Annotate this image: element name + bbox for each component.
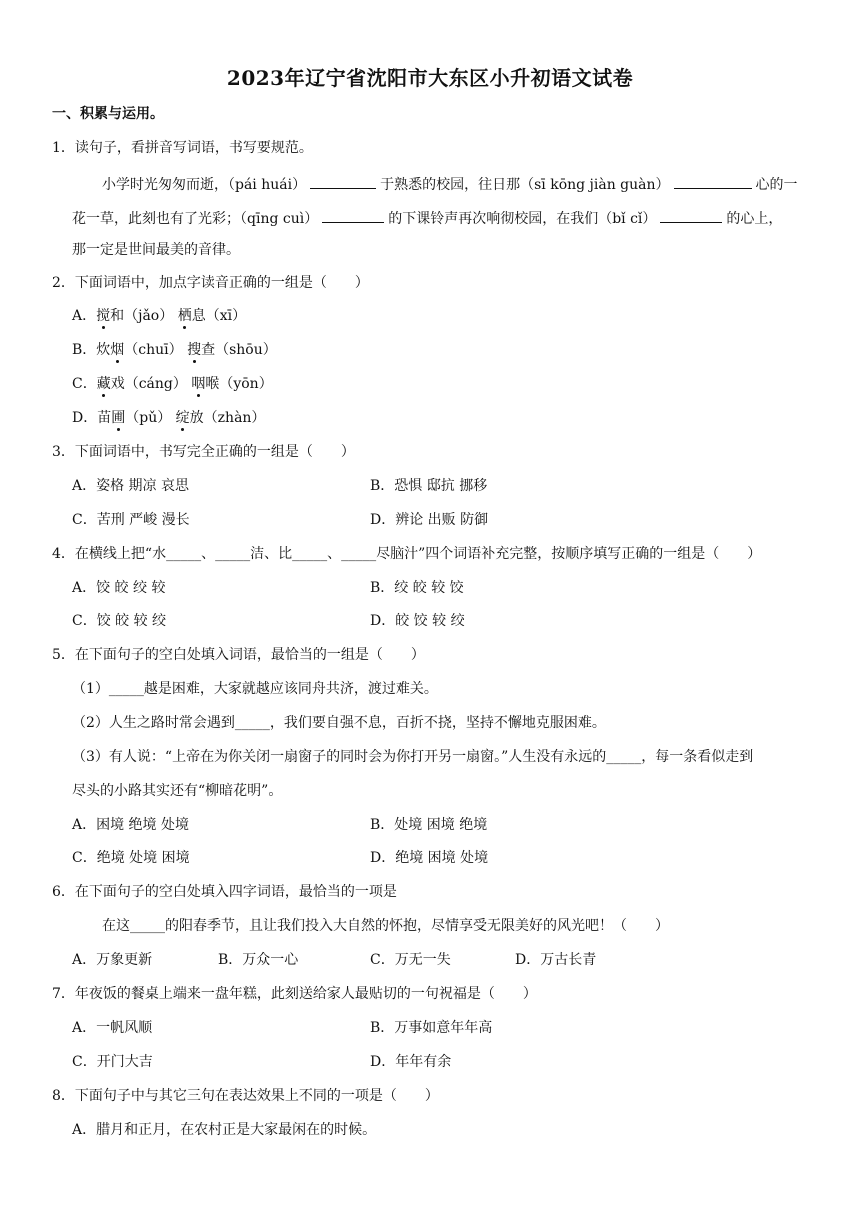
dotted-char: 烟 <box>110 342 125 358</box>
option-b[interactable]: B．绞 皎 较 饺 <box>370 580 464 596</box>
option-b[interactable]: B．处境 困境 绝境 <box>370 817 488 833</box>
option-text: 查（shōu） <box>201 342 277 358</box>
question-5-sentence-1: （1）_____越是困难，大家就越应该同舟共济，渡过难关。 <box>72 681 438 697</box>
question-5-stem: 5．在下面句子的空白处填入词语，最恰当的一组是（ ） <box>52 647 425 663</box>
option-text: C． <box>72 376 97 392</box>
question-1-stem: 1．读句子，看拼音写词语，书写要规范。 <box>52 140 313 156</box>
q1-text: 的下课铃声再次响彻校园，在我们（bǐ cǐ） <box>388 211 657 227</box>
option-b[interactable] <box>72 340 277 360</box>
option-a[interactable]: A．姿格 期凉 哀思 <box>72 478 190 494</box>
q1-text: 小学时光匆匆而逝，（pái huái） <box>102 177 307 193</box>
page-title: 2023年辽宁省沈阳市大东区小升初语文试卷 <box>226 66 634 90</box>
section-heading: 一、积累与运用。 <box>52 106 164 122</box>
option-text: （chuī） <box>124 342 188 358</box>
question-3-stem: 3．下面词语中，书写完全正确的一组是（ ） <box>52 444 355 460</box>
option-text: 息（xī） <box>191 308 247 324</box>
option-text: D．苗 <box>72 410 112 426</box>
dotted-char: 搜 <box>187 342 202 358</box>
q1-text: 花一草，此刻也有了光彩；（qīng cuì） <box>72 211 319 227</box>
option-a[interactable]: A．困境 绝境 处境 <box>72 817 190 833</box>
option-a[interactable]: A．一帆风顺 <box>72 1020 153 1036</box>
question-2-stem: 2．下面词语中，加点字读音正确的一组是（ ） <box>52 275 369 291</box>
option-text: 喉（yōn） <box>205 376 273 392</box>
answer-blank[interactable] <box>322 206 384 223</box>
question-5-sentence-3: （3）有人说：“上帝在为你关闭一扇窗子的同时会为你打开另一扇窗。”人生没有永远的_____，每一条看似走到 <box>72 749 754 765</box>
question-4-stem: 4．在横线上把“水_____、_____洁、比_____、_____尽脑汁”四个词语补充完整，按顺序填写正确的一组是（ ） <box>52 546 762 562</box>
q1-text: 于熟悉的校园，往日那（sī kōng jiàn guàn） <box>380 177 670 193</box>
option-b[interactable]: B．万事如意年年高 <box>370 1020 493 1036</box>
option-c[interactable]: C．绝境 处境 困境 <box>72 850 190 866</box>
option-text: B．炊 <box>72 342 111 358</box>
option-d[interactable]: D．年年有余 <box>370 1054 452 1070</box>
question-1-line-3: 那一定是世间最美的音律。 <box>72 242 240 258</box>
question-6-stem: 6．在下面句子的空白处填入四字词语，最恰当的一项是 <box>52 884 397 900</box>
option-text: 和（jǎo） <box>110 308 178 324</box>
question-8-stem: 8．下面句子中与其它三句在表达效果上不同的一项是（ ） <box>52 1088 439 1104</box>
dotted-char: 藏 <box>96 376 111 392</box>
question-5-sentence-3-cont: 尽头的小路其实还有“柳暗花明”。 <box>72 783 283 799</box>
question-6-sentence: 在这_____的阳春季节，且让我们投入大自然的怀抱，尽情享受无限美好的风光吧！（ ） <box>102 918 669 934</box>
option-d[interactable]: D．绝境 困境 处境 <box>370 850 489 866</box>
option-c[interactable]: C．万无一失 <box>370 952 451 968</box>
option-b[interactable]: B．万众一心 <box>218 952 299 968</box>
option-c[interactable]: C．饺 皎 较 绞 <box>72 613 167 629</box>
q1-text: 心的一 <box>755 177 798 193</box>
option-d[interactable]: D．辨论 出贩 防御 <box>370 512 489 528</box>
option-a[interactable] <box>72 306 246 326</box>
option-c[interactable]: C．开门大吉 <box>72 1054 153 1070</box>
question-7-stem: 7．年夜饭的餐桌上端来一盘年糕，此刻送给家人最贴切的一句祝福是（ ） <box>52 986 537 1002</box>
option-c[interactable]: C．苦刑 严峻 漫长 <box>72 512 190 528</box>
answer-blank[interactable] <box>310 172 376 189</box>
option-text: A． <box>72 308 97 324</box>
dotted-char: 绽 <box>175 410 190 426</box>
question-1-line-1 <box>102 172 798 195</box>
q1-text: 的心上， <box>726 211 783 227</box>
option-d[interactable]: D．皎 饺 较 绞 <box>370 613 465 629</box>
option-d[interactable] <box>72 408 265 428</box>
option-text: 放（zhàn） <box>189 410 266 426</box>
option-a[interactable]: A．饺 皎 绞 较 <box>72 580 166 596</box>
option-text: 戏（cáng） <box>110 376 192 392</box>
dotted-char: 搅 <box>96 308 111 324</box>
option-text: （pǔ） <box>125 410 176 426</box>
answer-blank[interactable] <box>674 172 752 189</box>
option-c[interactable] <box>72 374 273 394</box>
option-a[interactable]: A．万象更新 <box>72 952 153 968</box>
option-a[interactable]: A．腊月和正月，在农村正是大家最闲在的时候。 <box>72 1122 377 1138</box>
dotted-char: 圃 <box>111 410 126 426</box>
option-d[interactable]: D．万古长青 <box>515 952 597 968</box>
question-5-sentence-2: （2）人生之路时常会遇到_____，我们要自强不息，百折不挠，坚持不懈地克服困难。 <box>72 715 606 731</box>
option-b[interactable]: B．恐惧 邸抗 挪移 <box>370 478 488 494</box>
question-1-line-2 <box>72 206 782 229</box>
dotted-char: 咽 <box>191 376 206 392</box>
dotted-char: 栖 <box>177 308 192 324</box>
answer-blank[interactable] <box>660 206 722 223</box>
